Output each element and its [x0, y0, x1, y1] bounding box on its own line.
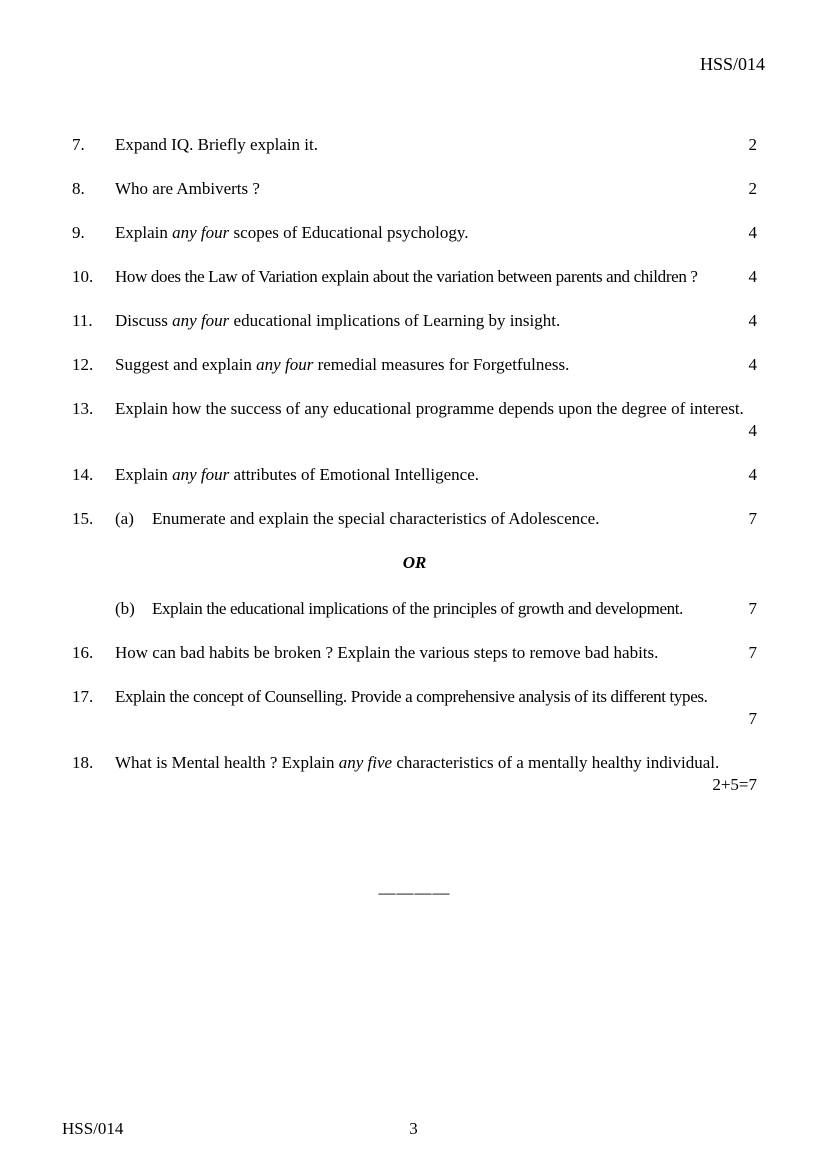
page-number: 3 — [409, 1119, 418, 1138]
question-text: Enumerate and explain the special characteristics of Adolescence. — [152, 509, 600, 528]
question-text: Who are Ambiverts ? — [115, 179, 260, 198]
question-marks: 2 — [748, 179, 757, 198]
question-text-italic: any four — [172, 223, 230, 242]
question-text: Explain how the success of any educational programme depends upon the degree of interest. — [115, 399, 744, 418]
question-text-pre: Explain — [115, 223, 173, 242]
question-8 — [72, 178, 757, 200]
question-number: 9. — [72, 223, 85, 242]
question-text-post: characteristics of a mentally healthy individual. — [392, 753, 720, 772]
paper-code-header: HSS/014 — [699, 54, 765, 74]
question-text-italic: any four — [172, 465, 230, 484]
question-text — [115, 354, 739, 376]
question-13 — [72, 398, 757, 442]
question-14 — [72, 464, 757, 486]
question-text-pre: Discuss — [115, 311, 173, 330]
question-7 — [72, 134, 757, 156]
question-text-post: remedial measures for Forgetfulness. — [313, 355, 570, 374]
question-marks: 7 — [748, 509, 757, 528]
question-text — [115, 752, 757, 774]
question-number: 16. — [72, 643, 94, 662]
question-18 — [72, 752, 757, 796]
question-part-label: (b) — [115, 599, 135, 618]
question-text: How does the Law of Variation explain about the variation between parents and children ? — [115, 267, 698, 286]
question-marks: 2+5=7 — [712, 775, 757, 794]
question-marks: 7 — [748, 709, 757, 728]
end-of-paper-dashes: ———— — [378, 883, 451, 902]
question-number: 8. — [72, 179, 85, 198]
question-text-italic: any five — [338, 753, 393, 772]
question-marks: 4 — [748, 267, 757, 286]
question-part-label: (a) — [115, 509, 134, 528]
question-text — [115, 464, 739, 486]
question-12 — [72, 354, 757, 376]
question-marks: 4 — [748, 465, 757, 484]
or-separator: OR — [402, 553, 427, 572]
question-16 — [72, 642, 757, 664]
question-text: Explain the concept of Counselling. Provide a comprehensive analysis of its different types. — [115, 687, 708, 706]
question-number: 11. — [72, 311, 93, 330]
question-17 — [72, 686, 757, 730]
question-number: 17. — [72, 687, 94, 706]
question-text-post: attributes of Emotional Intelligence. — [229, 465, 480, 484]
question-list — [72, 134, 757, 904]
question-10 — [72, 266, 757, 288]
question-text-italic: any four — [256, 355, 314, 374]
question-text: Expand IQ. Briefly explain it. — [115, 135, 319, 154]
question-marks: 7 — [748, 643, 757, 662]
question-11 — [72, 310, 757, 332]
question-marks: 4 — [748, 421, 757, 440]
question-number: 12. — [72, 355, 94, 374]
question-text — [115, 310, 739, 332]
question-number: 14. — [72, 465, 94, 484]
question-text-italic: any four — [172, 311, 230, 330]
question-text-post: educational implications of Learning by insight. — [229, 311, 561, 330]
question-number: 18. — [72, 753, 94, 772]
question-marks: 4 — [748, 311, 757, 330]
question-marks: 7 — [748, 599, 757, 618]
question-text: How can bad habits be broken ? Explain the various steps to remove bad habits. — [115, 643, 659, 662]
question-number: 7. — [72, 135, 85, 154]
question-number: 10. — [72, 267, 94, 286]
question-text-pre: Suggest and explain — [115, 355, 257, 374]
question-15b — [72, 598, 757, 620]
question-text-pre: What is Mental health ? Explain — [115, 753, 339, 772]
question-text-pre: Explain — [115, 465, 173, 484]
question-marks: 4 — [748, 223, 757, 242]
question-number: 13. — [72, 399, 94, 418]
question-text — [115, 222, 739, 244]
question-9 — [72, 222, 757, 244]
question-marks: 2 — [748, 135, 757, 154]
question-number: 15. — [72, 509, 94, 528]
question-marks: 4 — [748, 355, 757, 374]
page-footer — [0, 1118, 827, 1140]
question-15a — [72, 508, 757, 530]
question-text: Explain the educational implications of the principles of growth and development. — [152, 599, 684, 618]
paper-code-footer: HSS/014 — [62, 1119, 124, 1138]
question-text-post: scopes of Educational psychology. — [229, 223, 469, 242]
